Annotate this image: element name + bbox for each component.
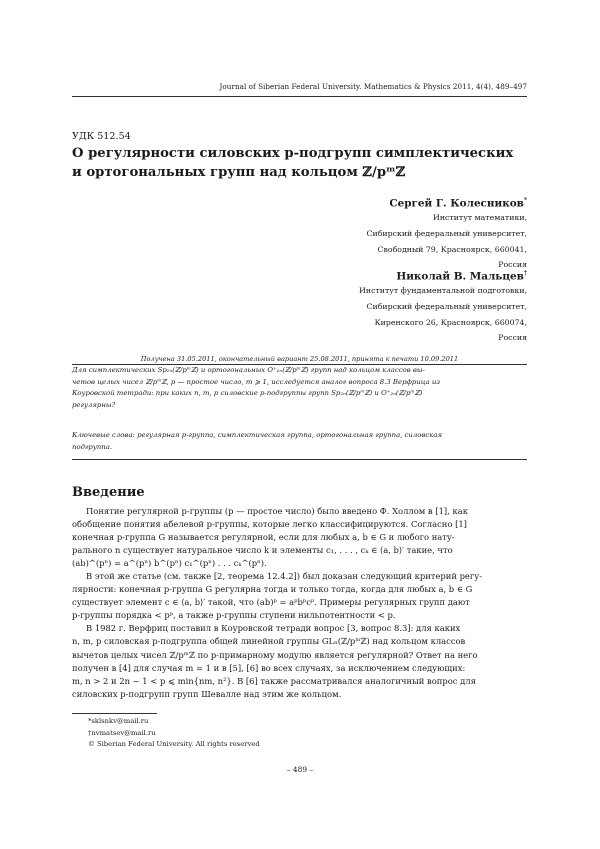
abstract-bottom-rule (72, 459, 527, 460)
author-1 (367, 194, 527, 273)
abstract (72, 365, 527, 411)
author-name: Сергей Г. Колесников* (389, 197, 527, 210)
udk-code: УДК 512.54 (72, 131, 131, 142)
affiliation-line: Киренского 26, Красноярск, 660074, (374, 317, 527, 327)
paragraph: Понятие регулярной p-группы (p — простое число) было введено Ф. Холлом в [1], как обобщение понятия абелевой p-группы, которые легко классифицируются. Согласно [1] конечная p-группа G называется регулярной, если для любых a, b ∈ G и любого нату- рального n существует натуральное число k и элементы c₁, . . . , cₖ ∈ ⟨a, b⟩′ такие, что (ab)^(pⁿ) = a^(pⁿ) b^(pⁿ) c₁^(pⁿ) . . . cₖ^(pⁿ). (72, 506, 468, 569)
title-line-2: и ортогональных групп над кольцом ℤ/pᵐℤ (72, 165, 406, 180)
received-dates: Получена 31.05.2011, окончательный вариант 25.08.2011, принята к печати 10.09.2011 (140, 355, 459, 363)
footnote-email-2[interactable]: †nvmatsev@mail.ru (88, 728, 156, 737)
footnote-email-1[interactable]: *sklsnkv@mail.ru (88, 717, 149, 725)
page-number: – 489 – (286, 765, 314, 774)
abstract-line: регулярны? (72, 400, 116, 409)
author-name: Николай В. Мальцев† (396, 270, 527, 283)
abstract-line: четов целых чисел ℤ/pᵐℤ, p — простое число, m ⩾ 1, исследуется аналог вопроса 8.3 Верфрица из (72, 377, 441, 386)
section-title: Введение (72, 485, 145, 500)
keywords-line: Ключевые слова: регулярная p-группа, симплектическая группа, ортогональная группа, силовская (72, 431, 443, 439)
paragraph: В этой же статье (см. также [2, теорема 12.4.2]) был доказан следующий критерий регу- лярности: конечная p-группа G регулярна тогда и только тогда, когда для любых a, b ∈ G существует элемент c ∈ ⟨a, b⟩′ такой, что (ab)ᵖ = aᵖbᵖcᵖ. Примеры регулярных групп дают p-группы порядка < pᵖ, а также p-группы ступени нильпотентности < p. (72, 571, 483, 621)
affiliation-line: Институт фундаментальной подготовки, (359, 286, 527, 296)
running-head: Journal of Siberian Federal University. Mathematics & Physics 2011, 4(4), 489–497 (219, 82, 527, 91)
copyright-notice: © Siberian Federal University. All rights reserved (88, 740, 260, 749)
abstract-line: Для симплектических Sp₂ₙ(ℤ/pᵐℤ) и ортогональных O⁺₂ₙ(ℤ/pᵐℤ) групп над кольцом классов вы- (72, 366, 425, 374)
keywords-line: подгруппа. (72, 442, 113, 451)
paper-title (72, 144, 542, 182)
affiliation-line: Сибирский федеральный университет, (366, 302, 527, 312)
affiliation-line: Россия (498, 260, 527, 270)
footnotes (72, 716, 260, 751)
header-rule (72, 96, 527, 97)
footnote-rule (72, 713, 157, 714)
body-text (72, 505, 527, 701)
author-2 (359, 267, 527, 346)
affiliation-line: Свободный 79, Красноярск, 660041, (377, 244, 527, 254)
abstract-line: Коуровской тетради: при каких n, m, p силовские p-подгруппы групп Sp₂ₙ(ℤ/pᵐℤ) и O⁺₂ₙ(ℤ/pᵐℤ) (72, 389, 423, 398)
paragraph: В 1982 г. Верфриц поставил в Коуровской тетради вопрос [3, вопрос 8.3]: для каких n, m, p силовская p-подгруппа общей линейной группы GLₙ(ℤ/pᵐℤ) над кольцом классов вычетов целых чисел ℤ/pᵐℤ по p-примарному модулю является регулярной? Ответ на него получен в [4] для случая m = 1 и в [5], [6] во всех случаях, за исключением следующих: m, n > 2 и 2n − 1 < p ⩽ min{nm, n²}. В [6] также рассматривался аналогичный вопрос для силовских p-подгрупп групп Шевалле над этим же кольцом. (72, 623, 478, 699)
affiliation-line: Россия (498, 333, 527, 343)
affiliation-line: Сибирский федеральный университет, (366, 229, 527, 239)
keywords (72, 430, 527, 453)
title-line-1: О регулярности силовских p-подгрупп симплектических (72, 146, 514, 161)
affiliation-line: Институт математики, (433, 213, 527, 223)
